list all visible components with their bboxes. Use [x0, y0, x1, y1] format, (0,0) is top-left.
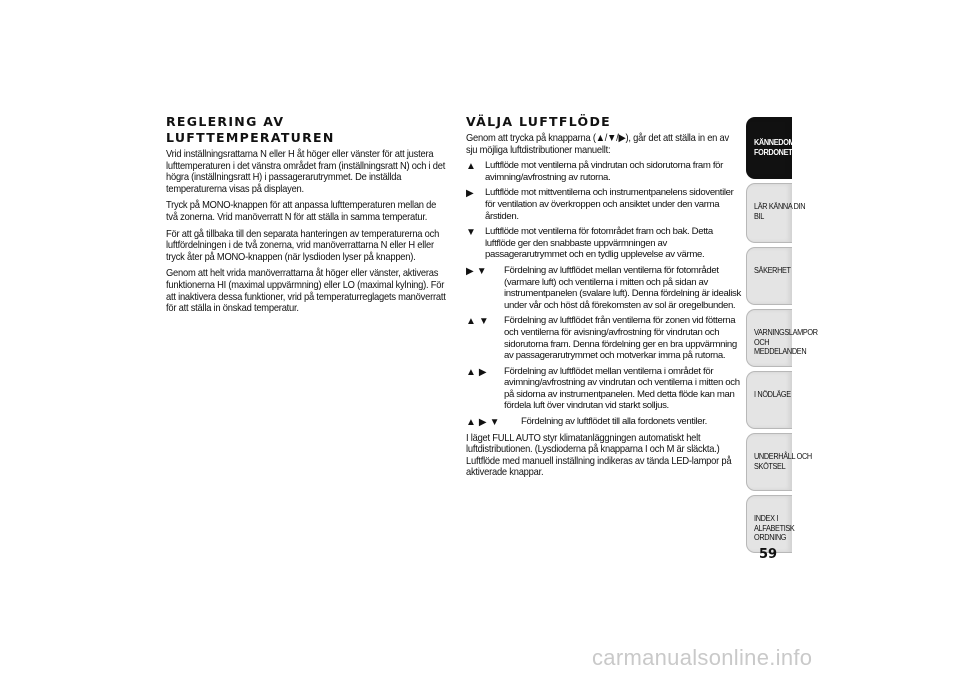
- heading-temperature: REGLERING AV LUFTTEMPERATUREN: [166, 114, 335, 145]
- arrow-up-icon: ▲: [466, 161, 476, 173]
- tab-label: I NÖDLÄGE: [754, 389, 791, 399]
- page-number: 59: [759, 547, 778, 562]
- list-item: [466, 416, 742, 429]
- list-item: [466, 226, 742, 261]
- left-column: [166, 114, 450, 320]
- list-item: [466, 187, 742, 222]
- tab-label: VARNINGSLAMPOR OCH MEDDELANDEN: [754, 327, 818, 356]
- tab-label: UNDERHÅLL OCH SKÖTSEL: [754, 451, 812, 471]
- arrow-down-icon: ▼: [466, 227, 476, 239]
- arrow-icons: [466, 187, 485, 222]
- arrow-icons: [466, 416, 521, 429]
- arrow-up-icon: ▲: [466, 316, 476, 328]
- intro-paragraph: Genom att trycka på knapparna (▲/▼/▶), går det att ställa in en av sju möjliga luftdistributioner manuellt:: [466, 133, 729, 156]
- item-text: Fördelning av luftflödet från ventilerna för zonen vid fötterna och ventilerna för avisning/avfrostning för vindrutan och sidorutorna fram. Denna fördelning ger en bra uppvärmning av passagerarutrymmet och motverkar imma på rutorna.: [504, 315, 737, 362]
- list-item: [466, 315, 742, 361]
- arrow-right-icon: ▶: [478, 417, 487, 429]
- tab-label: INDEX I ALFABETISK ORDNING: [754, 513, 795, 542]
- item-text: Luftflöde mot ventilerna på vindrutan och sidorutorna fram för avimning/avfrostning av rutorna.: [485, 160, 724, 183]
- arrow-icons: [466, 366, 504, 412]
- paragraph: För att gå tillbaka till den separata hanteringen av temperaturerna och luftfördelningen i de två zonerna, vrid manöverrattarna N eller H eller tryck åter på MONO-knappen (när lysdioden lyser på knappen).: [166, 228, 440, 263]
- arrow-icons: [466, 226, 485, 261]
- tab-kannedom-om-fordonet[interactable]: [746, 117, 808, 179]
- arrow-up-icon: ▲: [466, 417, 476, 429]
- list-item: [466, 366, 742, 412]
- closing-paragraph: I läget FULL AUTO styr klimatanläggningen automatiskt helt luftdistributionen. (Lysdioderna på knapparna I och M är släckta.) Luftflöde med manuell inställning indikeras av tända LED-lampor på aktiverade knappar.: [466, 432, 732, 479]
- arrow-right-icon: ▶: [466, 188, 474, 200]
- paragraph: Vrid inställningsrattarna N eller H åt höger eller vänster för att justera lufttemperaturen i det vänstra området fram (inställningsratt N) och i det högra (inställningsratt H) i passagerarutrymmet. De inställda temperaturerna visas på displayen.: [166, 149, 446, 195]
- list-item: [466, 160, 742, 183]
- tab-label: KÄNNEDOM OM FORDONET: [754, 137, 808, 157]
- tab-varningslampor[interactable]: [746, 309, 818, 367]
- arrow-down-icon: ▼: [476, 265, 487, 277]
- tab-sakerhet[interactable]: [746, 247, 792, 305]
- arrow-right-icon: ▶: [478, 366, 487, 378]
- arrow-icons: [466, 265, 504, 311]
- arrow-icons: [466, 160, 485, 183]
- tab-label: LÄR KÄNNA DIN BIL: [754, 201, 806, 221]
- arrow-icons: [466, 315, 504, 361]
- tab-underhall-och-skotsel[interactable]: [746, 433, 812, 491]
- right-column: [466, 114, 742, 484]
- arrow-down-icon: ▼: [489, 417, 500, 429]
- paragraph: Tryck på MONO-knappen för att anpassa lufttemperaturen mellan de två zonerna. Vrid manöverratt N för att ställa in samma temperatur.: [166, 200, 437, 223]
- tab-lar-kanna-din-bil[interactable]: [746, 183, 806, 243]
- chapter-tabs: [746, 117, 818, 557]
- item-text: Luftflöde mot mittventilerna och instrumentpanelens sidoventiler för ventilation av överkroppen och ansiktet under den varma årstiden.: [485, 187, 734, 222]
- item-text: Fördelning av luftflödet till alla fordonets ventiler.: [521, 416, 707, 428]
- heading-airflow: VÄLJA LUFTFLÖDE: [466, 114, 611, 129]
- tab-index[interactable]: [746, 495, 795, 553]
- arrow-down-icon: ▼: [478, 316, 489, 328]
- item-text: Luftflöde mot ventilerna för fotområdet fram och bak. Detta luftflöde ger den snabbaste uppvärmningen av passagerarutrymmet och en tydlig upplevelse av värme.: [485, 226, 713, 261]
- tab-label: SÄKERHET: [754, 265, 791, 275]
- list-item: [466, 265, 742, 311]
- paragraph: Genom att helt vrida manöverrattarna åt höger eller vänster, aktiveras funktionerna HI (maximal uppvärmning) eller LO (maximal kylning). För att inaktivera dessa funktioner, vrid på temperaturreglagets manöverratt för att ställa in önskad temperatur.: [166, 268, 446, 315]
- arrow-right-icon: ▶: [466, 265, 474, 277]
- tab-i-nodlage[interactable]: [746, 371, 792, 429]
- arrow-up-icon: ▲: [466, 366, 476, 378]
- item-text: Fördelning av luftflödet mellan ventilerna i området för avimning/avfrostning av vindrutan och ventilerna i mitten och på sidorna av instrumentpanelen. Med detta flöde kan man fördela luft över vindrutan vid starkt solljus.: [504, 365, 740, 412]
- watermark: carmanualsonline.info: [592, 645, 813, 670]
- item-text: Fördelning av luftflödet mellan ventilerna för fotområdet (varmare luft) och ventilerna i mitten och på sidan av instrumentpanelen (svalare luft). Denna fördelning är idealisk under vår och höst då förekomsten av sol är oregelbunden.: [504, 264, 741, 311]
